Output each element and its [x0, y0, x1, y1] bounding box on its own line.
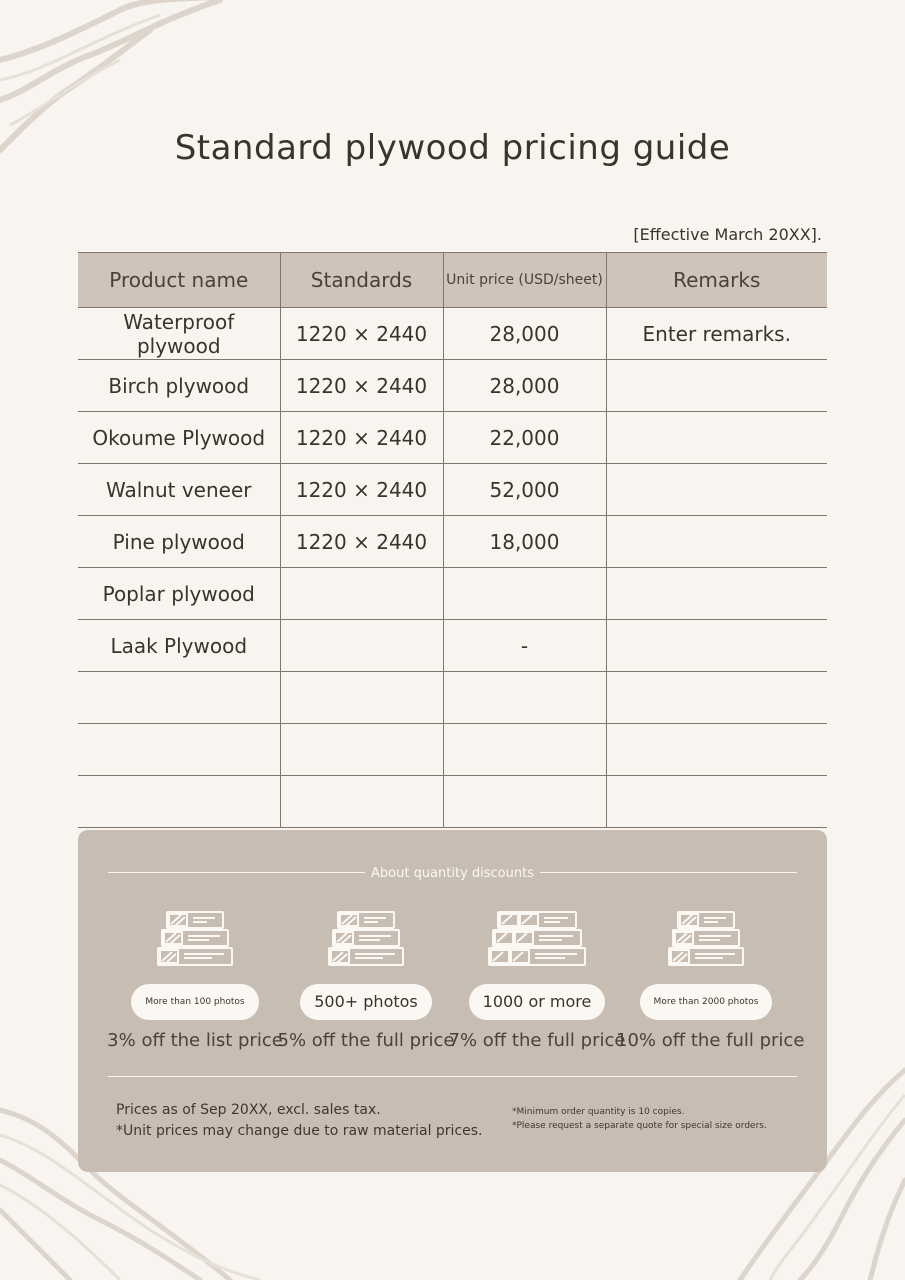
- product-name-cell: Birch plywood: [78, 360, 280, 412]
- product-name-cell: Waterproof plywood: [78, 308, 280, 360]
- remarks-cell[interactable]: [606, 776, 827, 828]
- table-row: [78, 620, 827, 672]
- notes-divider: [108, 1076, 797, 1077]
- header-product-name: Product name: [78, 253, 280, 308]
- remarks-cell[interactable]: [606, 724, 827, 776]
- table-row: [78, 308, 827, 360]
- discount-tier: [276, 910, 456, 1051]
- header-standards: Standards: [280, 253, 443, 308]
- tier-discount-text: 3% off the list price: [107, 1030, 283, 1051]
- price-note-line: Prices as of Sep 20XX, excl. sales tax.: [116, 1102, 381, 1118]
- price-notes: [116, 1100, 483, 1142]
- stacked-plywood-icon: [488, 910, 586, 968]
- standards-cell: 1220 × 2440: [280, 464, 443, 516]
- quantity-discount-panel: [78, 830, 827, 1172]
- table-row: [78, 360, 827, 412]
- remarks-cell[interactable]: [606, 672, 827, 724]
- price-note-line: *Unit prices may change due to raw material prices.: [116, 1123, 483, 1139]
- tier-discount-text: 5% off the full price: [277, 1030, 455, 1051]
- header-unit-price: Unit price (USD/sheet): [443, 253, 606, 308]
- remarks-cell[interactable]: [606, 568, 827, 620]
- unit-price-cell: 22,000: [443, 412, 606, 464]
- table-row: [78, 516, 827, 568]
- remarks-cell[interactable]: [606, 516, 827, 568]
- product-name-cell: Walnut veneer: [78, 464, 280, 516]
- remarks-cell[interactable]: [606, 620, 827, 672]
- table-row: [78, 412, 827, 464]
- standards-cell: 1220 × 2440: [280, 360, 443, 412]
- unit-price-cell: -: [443, 620, 606, 672]
- stacked-plywood-icon: [668, 910, 744, 968]
- unit-price-cell[interactable]: [443, 776, 606, 828]
- standards-cell[interactable]: [280, 776, 443, 828]
- effective-date: [Effective March 20XX].: [633, 225, 822, 244]
- unit-price-cell[interactable]: [443, 672, 606, 724]
- unit-price-cell: 18,000: [443, 516, 606, 568]
- table-header-row: [78, 253, 827, 308]
- discount-tier: [105, 910, 285, 1051]
- tier-discount-text: 10% off the full price: [616, 1030, 805, 1051]
- product-name-cell: Pine plywood: [78, 516, 280, 568]
- tier-quantity-badge: 1000 or more: [469, 984, 606, 1020]
- product-name-cell[interactable]: [78, 672, 280, 724]
- product-name-cell: Laak Plywood: [78, 620, 280, 672]
- standards-cell[interactable]: [280, 724, 443, 776]
- order-note-line: *Minimum order quantity is 10 copies.: [512, 1107, 685, 1117]
- standards-cell: [280, 620, 443, 672]
- tier-discount-text: 7% off the full price: [448, 1030, 626, 1051]
- product-name-cell: Poplar plywood: [78, 568, 280, 620]
- table-row: [78, 776, 827, 828]
- unit-price-cell: 52,000: [443, 464, 606, 516]
- unit-price-cell: 28,000: [443, 360, 606, 412]
- order-notes: [512, 1105, 767, 1133]
- pricing-table: [78, 252, 827, 828]
- product-name-cell[interactable]: [78, 776, 280, 828]
- standards-cell: [280, 568, 443, 620]
- table-row: [78, 464, 827, 516]
- product-name-cell: Okoume Plywood: [78, 412, 280, 464]
- remarks-cell[interactable]: Enter remarks.: [606, 308, 827, 360]
- unit-price-cell: [443, 568, 606, 620]
- standards-cell: 1220 × 2440: [280, 412, 443, 464]
- discount-title: About quantity discounts: [78, 866, 827, 881]
- unit-price-cell: 28,000: [443, 308, 606, 360]
- stacked-plywood-icon: [328, 910, 404, 968]
- table-row: [78, 568, 827, 620]
- product-name-cell[interactable]: [78, 724, 280, 776]
- remarks-cell[interactable]: [606, 360, 827, 412]
- unit-price-cell[interactable]: [443, 724, 606, 776]
- remarks-cell[interactable]: [606, 412, 827, 464]
- header-remarks: Remarks: [606, 253, 827, 308]
- table-row: [78, 724, 827, 776]
- remarks-cell[interactable]: [606, 464, 827, 516]
- standards-cell: 1220 × 2440: [280, 516, 443, 568]
- standards-cell[interactable]: [280, 672, 443, 724]
- order-note-line: *Please request a separate quote for special size orders.: [512, 1121, 767, 1131]
- tier-quantity-badge: 500+ photos: [300, 984, 432, 1020]
- stacked-plywood-icon: [157, 910, 233, 968]
- standards-cell: 1220 × 2440: [280, 308, 443, 360]
- tier-quantity-badge: More than 100 photos: [131, 984, 258, 1020]
- discount-tier: [616, 910, 805, 1051]
- table-row: [78, 672, 827, 724]
- page-title: Standard plywood pricing guide: [174, 128, 731, 168]
- tier-quantity-badge: More than 2000 photos: [640, 984, 773, 1020]
- discount-tier: [447, 910, 627, 1051]
